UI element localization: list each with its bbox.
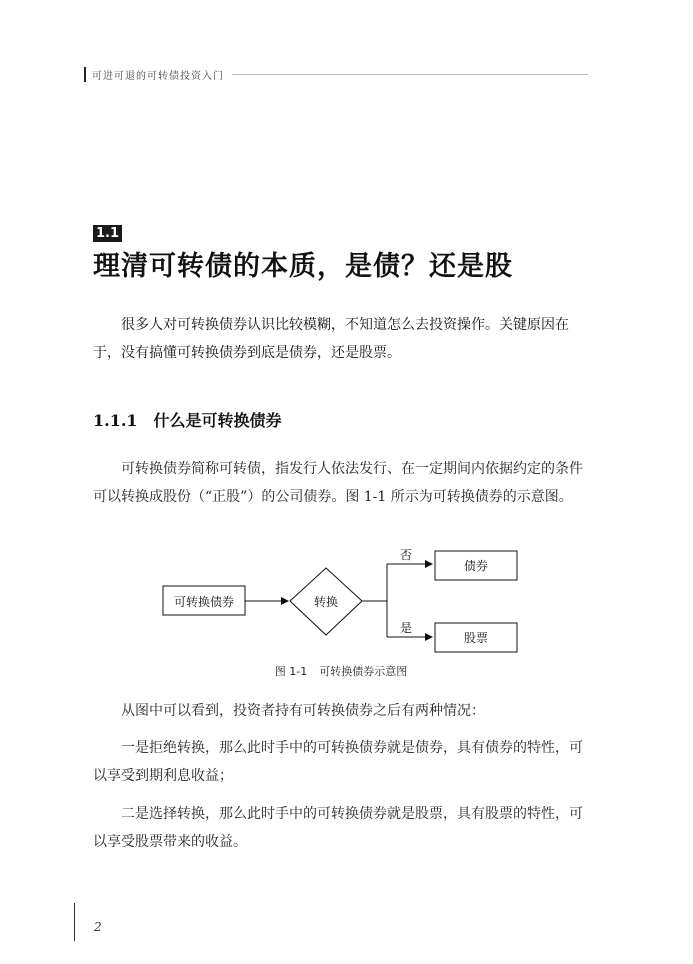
diagram-bond-node: [435, 551, 517, 580]
convertible-bond-diagram: [150, 544, 530, 660]
figure-caption-text: 可转换债券示意图: [319, 665, 408, 678]
diagram-decision-node: [290, 568, 362, 635]
subsection-title: 什么是可转换债券: [153, 411, 282, 430]
start-node-label: 可转换债券: [173, 595, 235, 609]
branch-yes-label: 是: [400, 621, 413, 635]
footer-bar: [74, 903, 75, 941]
section-number-badge: 1.1: [93, 225, 122, 242]
running-header: [84, 66, 588, 82]
paragraph-case-convert: 二是选择转换，那么此时手中的可转换债券就是股票，具有股票的特性，可以享受股票带来的收益。: [93, 806, 583, 850]
branch-no-label: 否: [400, 548, 413, 562]
subsection-number: 1.1.1: [93, 411, 138, 430]
decision-label: 转换: [313, 595, 339, 609]
paragraph-two-cases: 从图中可以看到，投资者持有可转换债券之后有两种情况：: [121, 703, 485, 719]
section-title: 理清可转债的本质，是债？还是股: [93, 251, 513, 282]
figure-caption: [93, 663, 589, 679]
figure-number: 图 1-1: [274, 665, 308, 678]
diagram-start-node: [163, 586, 245, 615]
running-title: 可进可退的可转债投资入门: [92, 70, 224, 82]
header-bar: [84, 67, 86, 82]
paragraph-case-reject: 一是拒绝转换，那么此时手中的可转换债券就是债券，具有债券的特性，可以享受到期利息收益；: [93, 740, 583, 784]
header-rule: [232, 74, 588, 75]
page-number: 2: [94, 920, 102, 934]
stock-node-label: 股票: [463, 631, 489, 645]
diagram-stock-node: [435, 623, 517, 652]
subsection-heading: [93, 408, 282, 431]
paragraph-definition: 可转换债券简称可转债，指发行人依法发行、在一定期间内依据约定的条件可以转换成股份（“正股”）的公司债券。图 1-1 所示为可转换债券的示意图。: [93, 461, 583, 505]
bond-node-label: 债券: [463, 559, 489, 573]
section-intro: 很多人对可转换债券认识比较模糊，不知道怎么去投资操作。关键原因在于，没有搞懂可转换债券到底是债券，还是股票。: [93, 317, 569, 361]
